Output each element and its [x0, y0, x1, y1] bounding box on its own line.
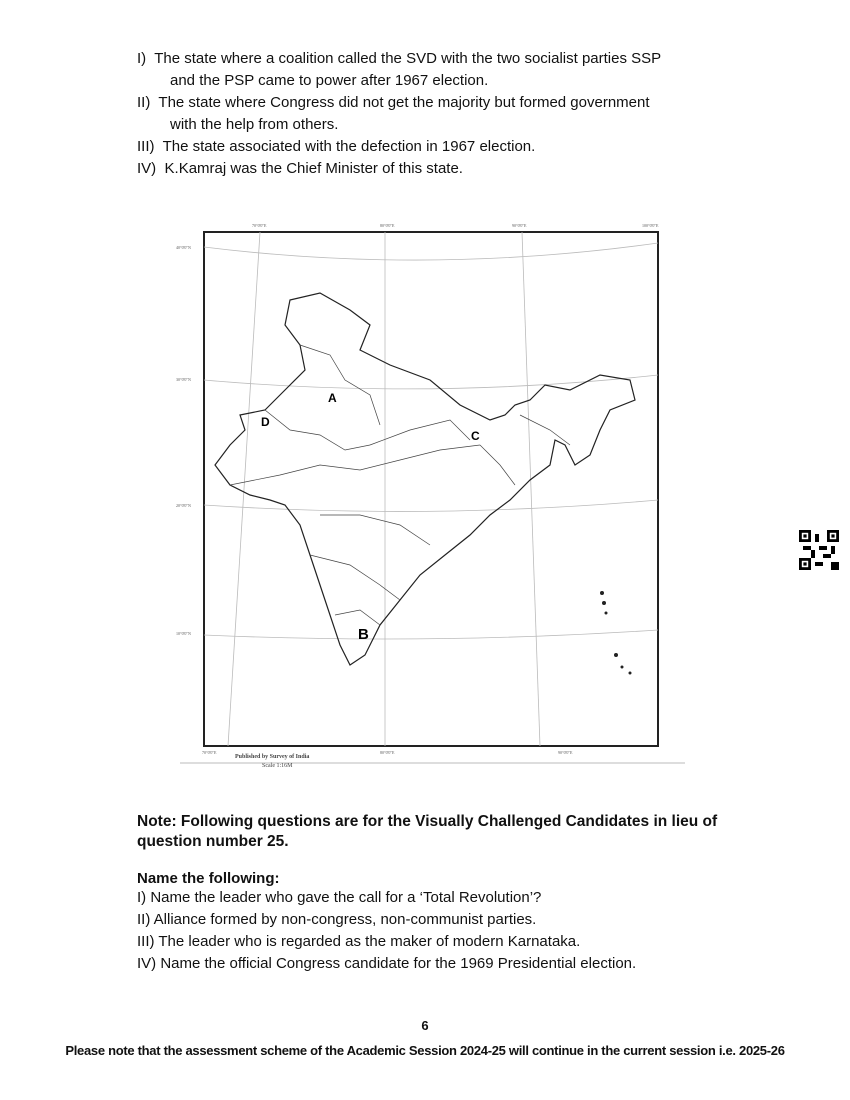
tick-label: 70°0'0"E [252, 223, 267, 228]
tick-label: 10°0'0"N [176, 631, 191, 636]
tick-label: 90°0'0"E [558, 750, 573, 755]
question-number: I) [137, 50, 147, 67]
map-label-c: C [471, 429, 480, 443]
tick-label: 80°0'0"E [380, 223, 395, 228]
tick-label: 40°0'0"N [176, 245, 191, 250]
tick-label: 70°0'0"E [202, 750, 217, 755]
state-boundaries [230, 345, 570, 625]
map-label-b: B [358, 626, 369, 643]
page-number: 6 [421, 1018, 429, 1033]
map-question-1 [137, 48, 739, 92]
map-frame [204, 232, 658, 746]
question-text: The state associated with the defection in 1967 election. [162, 138, 536, 155]
map-publisher: Published by Survey of India [235, 754, 310, 760]
tick-label: 20°0'0"N [176, 503, 191, 508]
india-outline [215, 293, 635, 665]
name-following-heading: Name the following: [137, 870, 280, 887]
question-text-cont: with the help from others. [170, 116, 339, 133]
vc-note: Note: Following questions are for the Visually Challenged Candidates in lieu of question number 25. [137, 813, 718, 850]
question-text: The state where Congress did not get the majority but formed government [158, 94, 650, 111]
tick-label: 30°0'0"N [176, 377, 191, 382]
map-question-2 [137, 92, 739, 136]
map-label-d: D [261, 415, 270, 429]
footer-note: Please note that the assessment scheme of the Academic Session 2024-25 will continue in the current session i.e. 2025-26 [65, 1043, 785, 1058]
vc-question-2: II) Alliance formed by non-congress, non-communist parties. [137, 911, 537, 928]
map-question-3 [137, 136, 739, 158]
map-scale: Scale 1:16M [262, 763, 293, 769]
question-number: II) [137, 94, 151, 111]
question-text: K.Kamraj was the Chief Minister of this state. [164, 160, 463, 177]
qr-code-icon [799, 530, 839, 570]
map-label-a: A [328, 391, 337, 405]
question-text: The state where a coalition called the SVD with the two socialist parties SSP [154, 50, 662, 67]
question-number: IV) [137, 160, 157, 177]
tick-label: 100°0'0"E [642, 223, 659, 228]
vc-question-4: IV) Name the official Congress candidate for the 1969 Presidential election. [137, 955, 637, 972]
tick-label: 90°0'0"E [512, 223, 527, 228]
map-question-4 [137, 158, 739, 180]
question-number: III) [137, 138, 155, 155]
map-ticks [176, 223, 659, 755]
graticule [204, 232, 658, 746]
vc-question-1: I) Name the leader who gave the call for a ‘Total Revolution’? [137, 889, 542, 906]
india-outline-map [170, 215, 690, 770]
question-text-cont: and the PSP came to power after 1967 election. [170, 72, 489, 89]
tick-label: 80°0'0"E [380, 750, 395, 755]
vc-question-3: III) The leader who is regarded as the maker of modern Karnataka. [137, 933, 581, 950]
